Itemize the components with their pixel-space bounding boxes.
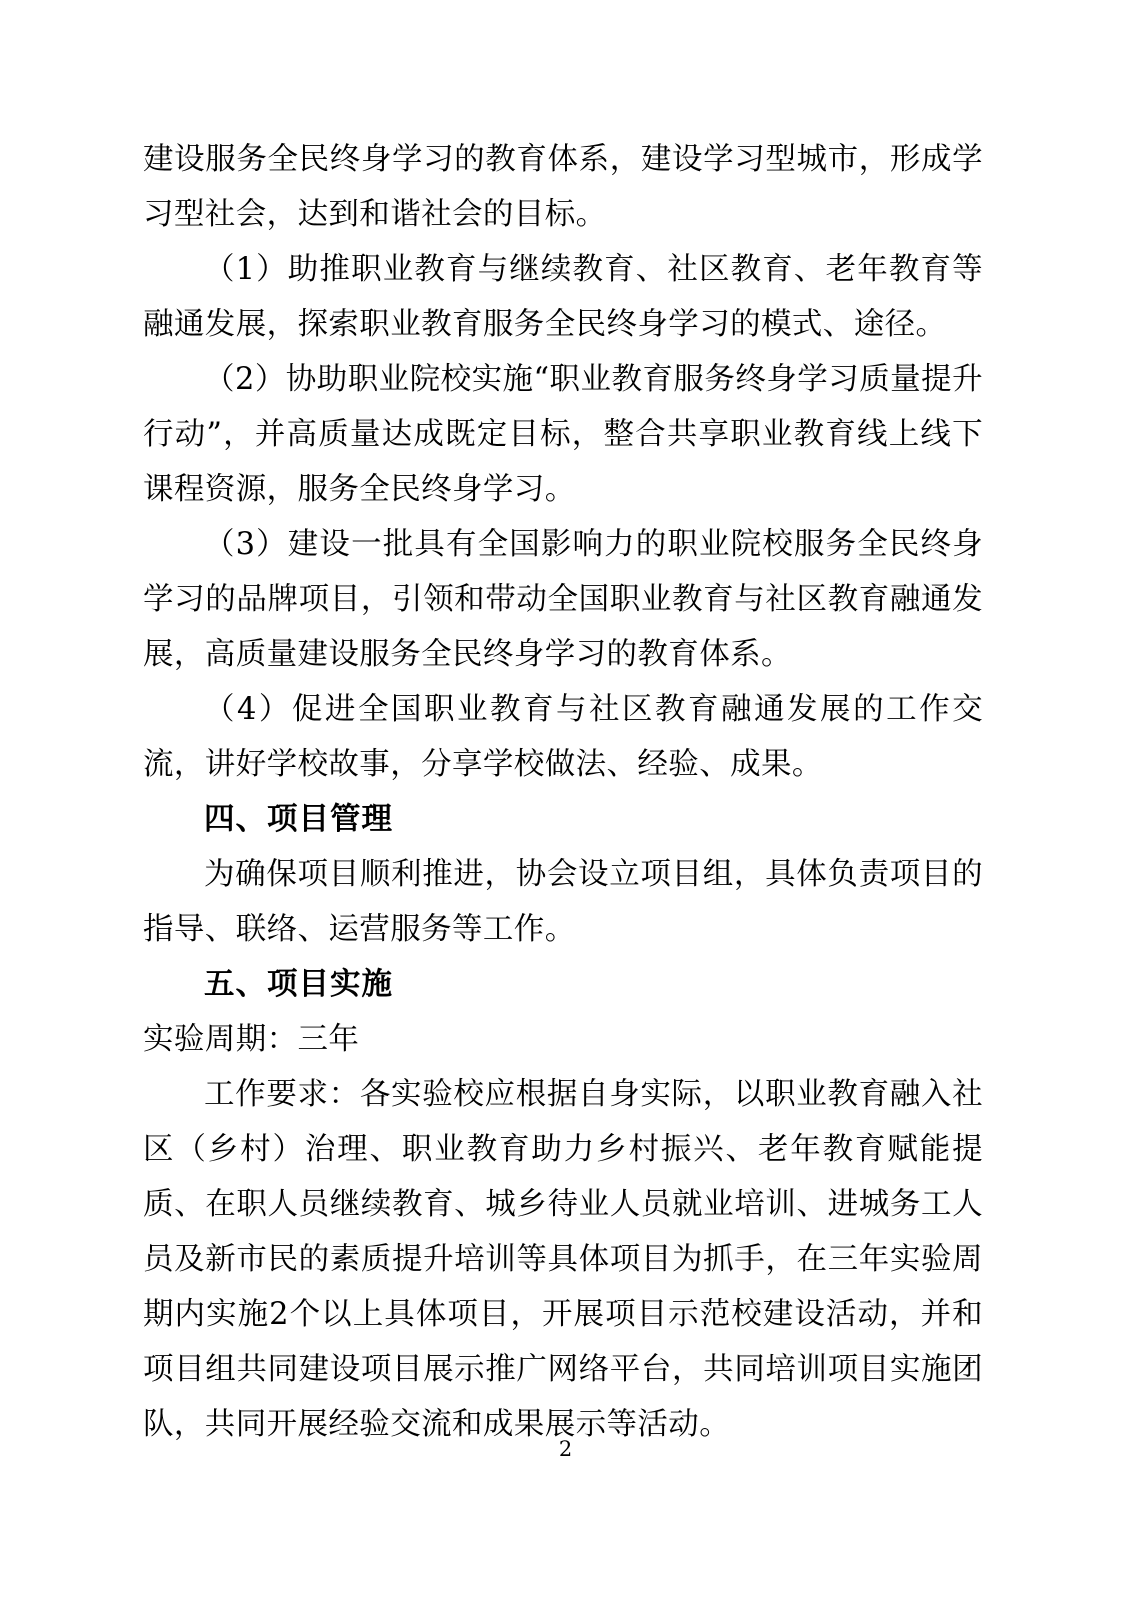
document-body <box>143 132 983 1452</box>
paragraph-item-4: （4）促进全国职业教育与社区教育融通发展的工作交流，讲好学校故事，分享学校做法、经验、成果。 <box>143 692 983 782</box>
paragraph-item-1: （1）助推职业教育与继续教育、社区教育、老年教育等融通发展，探索职业教育服务全民终身学习的模式、途径。 <box>143 252 983 342</box>
paragraph-project-management-body: 为确保项目顺利推进，协会设立项目组，具体负责项目的指导、联络、运营服务等工作。 <box>143 857 983 947</box>
paragraph-item-2: （2）协助职业院校实施“职业教育服务终身学习质量提升行动”，并高质量达成既定目标，整合共享职业教育线上线下课程资源，服务全民终身学习。 <box>143 362 983 507</box>
section-heading-project-implementation: 五、项目实施 <box>204 966 393 1002</box>
paragraph-item-3: （3）建设一批具有全国影响力的职业院校服务全民终身学习的品牌项目，引领和带动全国职业教育与社区教育融通发展，高质量建设服务全民终身学习的教育体系。 <box>143 527 983 672</box>
paragraph-experiment-period: 实验周期：三年 <box>143 1022 360 1057</box>
paragraph-work-requirements: 工作要求：各实验校应根据自身实际，以职业教育融入社区（乡村）治理、职业教育助力乡村振兴、老年教育赋能提质、在职人员继续教育、城乡待业人员就业培训、进城务工人员及新市民的素质提升培训等具体项目为抓手，在三年实验周期内实施2个以上具体项目，开展项目示范校建设活动，并和项目组共同建设项目展示推广网络平台，共同培训项目实施团队，共同开展经验交流和成果展示等活动。 <box>143 1077 983 1442</box>
paragraph-intro: 建设服务全民终身学习的教育体系，建设学习型城市，形成学习型社会，达到和谐社会的目标。 <box>143 142 983 232</box>
section-heading-project-management: 四、项目管理 <box>204 801 393 837</box>
page-number: 2 <box>558 1437 573 1461</box>
